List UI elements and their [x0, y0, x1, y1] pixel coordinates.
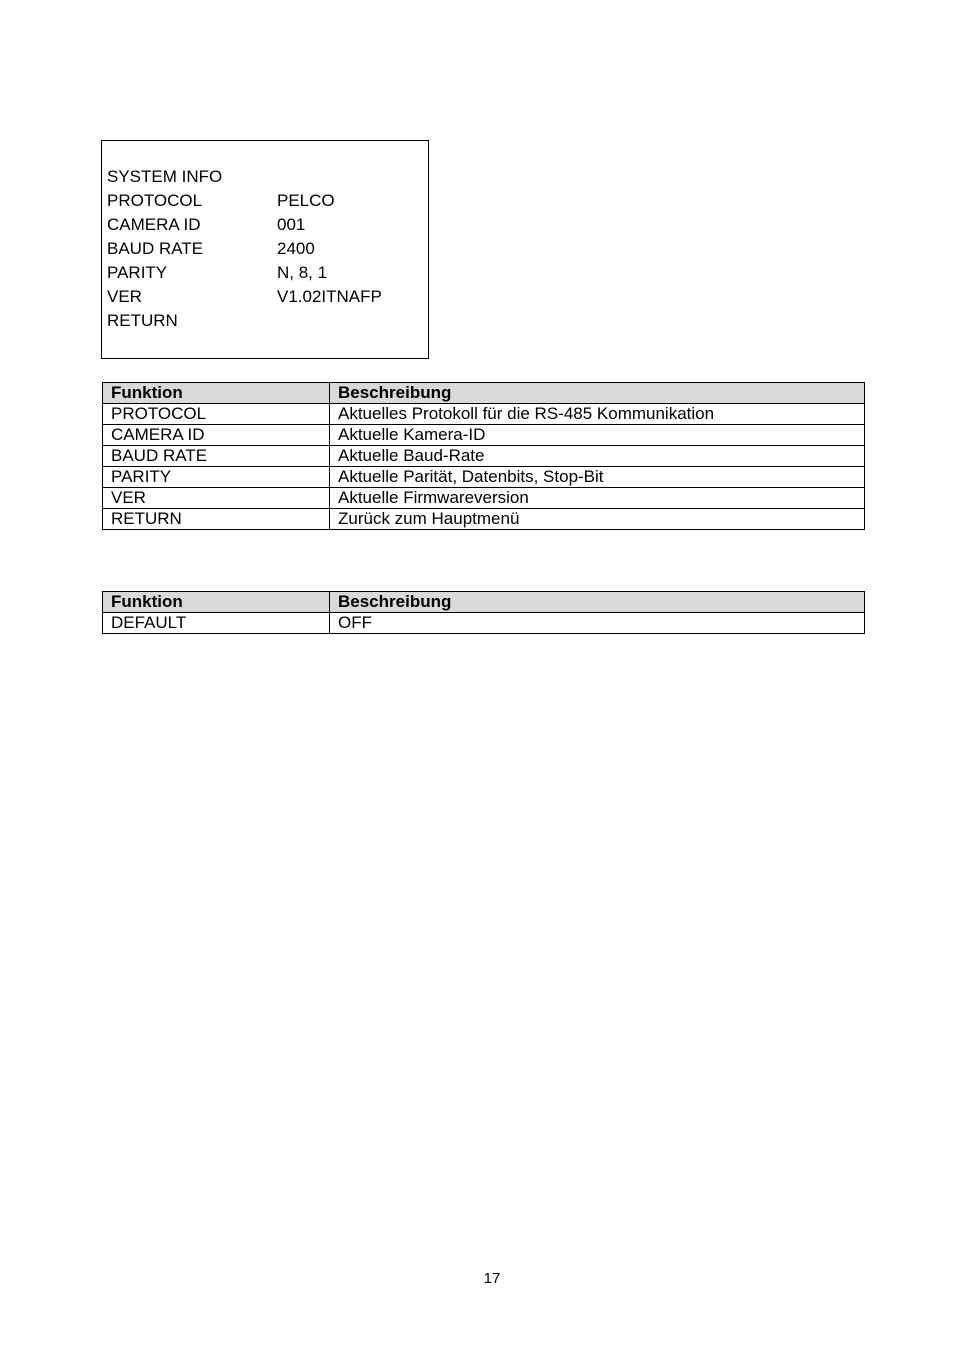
description-cell: Aktuelle Kamera-ID [330, 425, 865, 446]
default-function-table [102, 591, 865, 634]
column-header-funktion: Funktion [103, 383, 330, 404]
function-cell: DEFAULT [103, 613, 330, 634]
osd-title: SYSTEM INFO [107, 167, 223, 186]
osd-value: PELCO [277, 191, 335, 210]
description-cell: Aktuelle Firmwareversion [330, 488, 865, 509]
table-row [103, 425, 865, 446]
table-header-row [103, 592, 865, 613]
osd-system-info-box [101, 140, 429, 359]
table-row [103, 509, 865, 530]
osd-key: PARITY [107, 263, 168, 282]
osd-value: V1.02ITNAFP [277, 287, 382, 306]
function-cell: VER [103, 488, 330, 509]
description-cell: Aktuelle Baud-Rate [330, 446, 865, 467]
osd-row-camera-id [107, 213, 305, 237]
osd-key: BAUD RATE [107, 239, 204, 258]
description-cell: OFF [330, 613, 865, 634]
function-cell: CAMERA ID [103, 425, 330, 446]
function-cell: PROTOCOL [103, 404, 330, 425]
system-info-function-table [102, 382, 865, 530]
column-header-funktion: Funktion [103, 592, 330, 613]
osd-value: 001 [277, 215, 306, 234]
osd-key: PROTOCOL [107, 191, 203, 210]
osd-key: CAMERA ID [107, 215, 201, 234]
function-cell: RETURN [103, 509, 330, 530]
osd-row-ver [107, 285, 382, 309]
function-cell: BAUD RATE [103, 446, 330, 467]
table-row [103, 446, 865, 467]
table-row [103, 488, 865, 509]
osd-value: 2400 [277, 239, 315, 258]
description-cell: Aktuelles Protokoll für die RS-485 Kommunikation [330, 404, 865, 425]
page-number: 17 [483, 1270, 501, 1287]
osd-key: RETURN [107, 311, 178, 330]
osd-row-parity [107, 261, 327, 285]
osd-row-return [107, 309, 277, 333]
column-header-beschreibung: Beschreibung [330, 383, 865, 404]
osd-value: N, 8, 1 [277, 263, 328, 282]
description-cell: Zurück zum Hauptmenü [330, 509, 865, 530]
table-row [103, 613, 865, 634]
osd-row-baud-rate [107, 237, 315, 261]
osd-row-protocol [107, 189, 335, 213]
osd-key: VER [107, 287, 142, 306]
table-row [103, 467, 865, 488]
column-header-beschreibung: Beschreibung [330, 592, 865, 613]
function-cell: PARITY [103, 467, 330, 488]
description-cell: Aktuelle Parität, Datenbits, Stop-Bit [330, 467, 865, 488]
table-row [103, 404, 865, 425]
table-header-row [103, 383, 865, 404]
